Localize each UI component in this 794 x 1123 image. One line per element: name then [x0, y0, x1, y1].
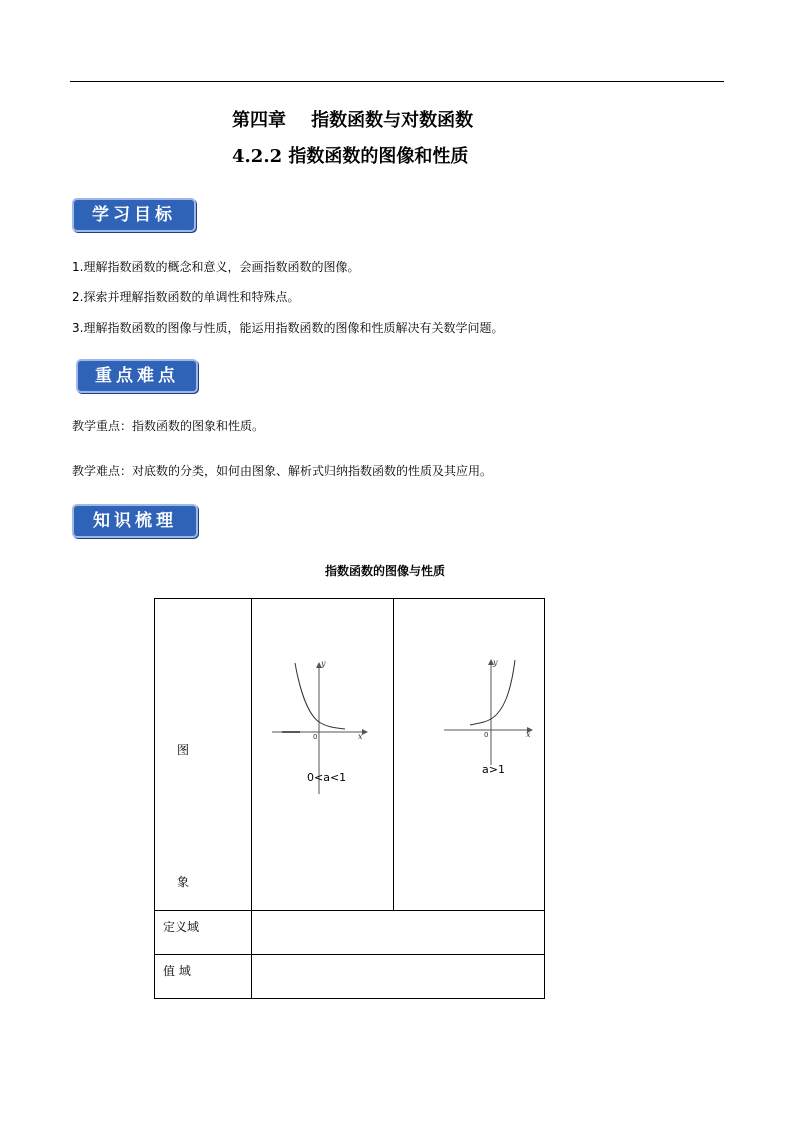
badge-learning-goals: 学习目标: [72, 198, 196, 232]
graph-label-top: 图: [177, 743, 190, 757]
top-rule: [70, 81, 724, 82]
range-label: 值 域: [155, 955, 252, 999]
growth-curve: [470, 660, 515, 725]
domain-value-cell: [252, 911, 545, 955]
badge-key-points: 重点难点: [76, 359, 198, 393]
table-row-domain: [155, 911, 545, 955]
graph-cell-decreasing: [252, 599, 394, 911]
graph-label-cell: [155, 599, 252, 911]
chapter-title: 第四章 指数函数与对数函数: [232, 110, 474, 131]
graph-increasing: [394, 599, 544, 910]
range-value-cell: [252, 955, 545, 999]
graph-increasing-label: a>1: [482, 763, 505, 776]
x-axis-label: x: [358, 732, 363, 741]
goal-item-2: 2.探索并理解指数函数的单调性和特殊点。: [72, 290, 300, 304]
decay-curve: [295, 663, 345, 729]
x-axis-label: x: [526, 730, 531, 739]
table-row-graph: [155, 599, 545, 911]
origin-label: 0: [484, 731, 489, 739]
y-axis-label: y: [321, 659, 326, 668]
badge-knowledge: 知识梳理: [72, 504, 198, 538]
table-caption: 指数函数的图像与性质: [325, 564, 446, 578]
graph-label-bottom: 象: [177, 875, 190, 889]
graph-decreasing: [252, 599, 393, 910]
teaching-difficulty: 教学难点：对底数的分类，如何由图象、解析式归纳指数函数的性质及其应用。: [72, 464, 493, 478]
properties-table: [154, 598, 545, 999]
graph-decreasing-label: 0<a<1: [307, 771, 347, 784]
goal-item-3: 3.理解指数函数的图像与性质，能运用指数函数的图像和性质解决有关数学问题。: [72, 321, 504, 335]
y-axis-label: y: [493, 658, 498, 667]
section-title: 4.2.2 指数函数的图像和性质: [232, 146, 469, 167]
domain-label: 定义域: [155, 911, 252, 955]
teaching-focus: 教学重点：指数函数的图象和性质。: [72, 419, 265, 433]
goal-item-1: 1.理解指数函数的概念和意义，会画指数函数的图像。: [72, 260, 360, 274]
origin-label: 0: [313, 733, 318, 741]
graph-cell-increasing: [394, 599, 545, 911]
table-row-range: [155, 955, 545, 999]
